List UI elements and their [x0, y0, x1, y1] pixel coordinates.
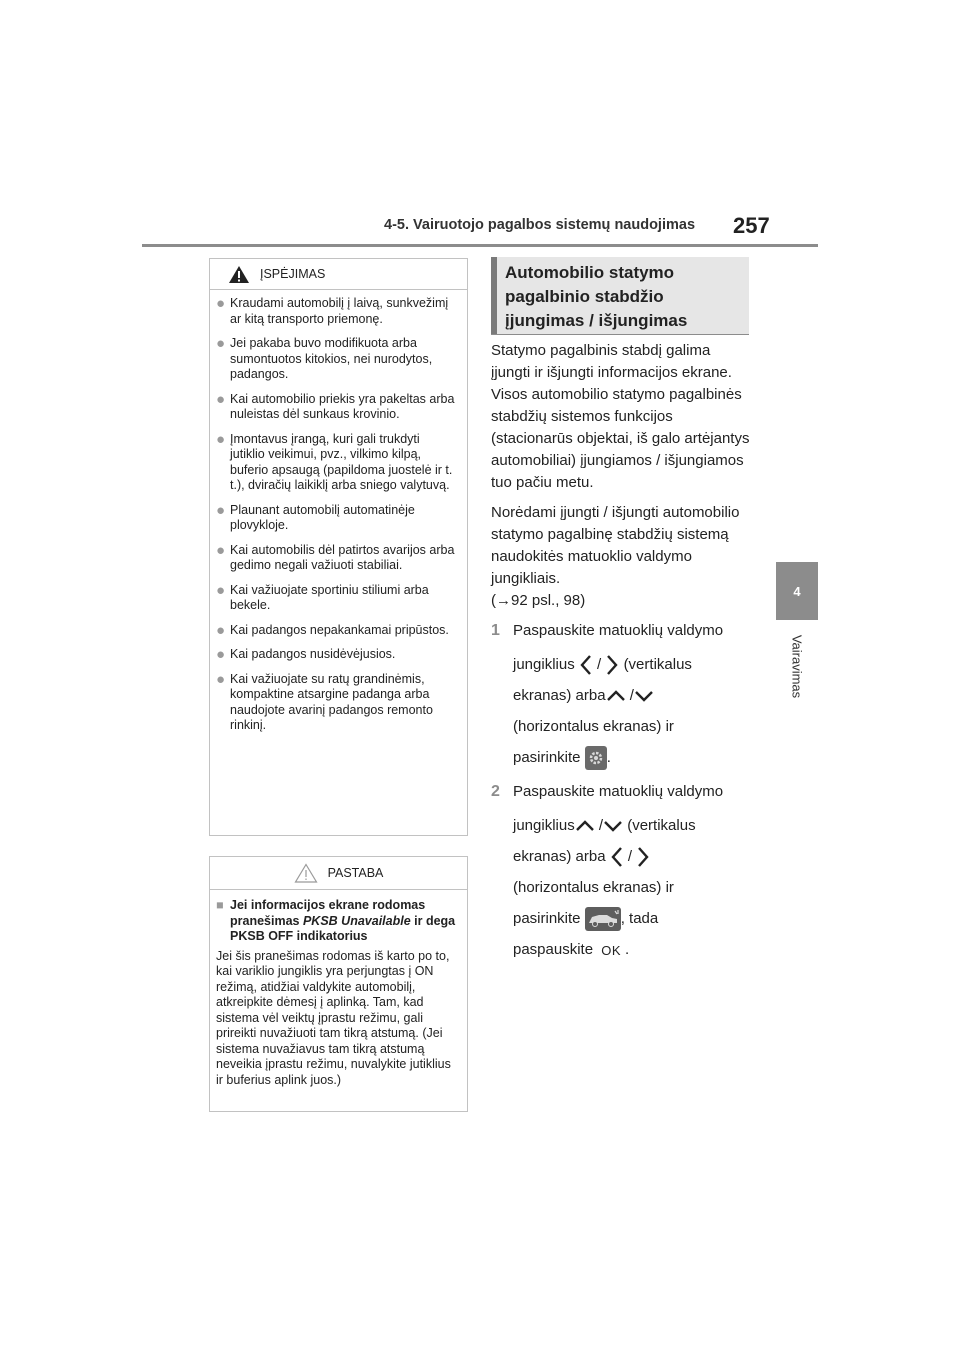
- step-line: [513, 742, 753, 773]
- page-reference: (→92 psl., 98): [491, 592, 586, 609]
- parking-support-car-icon: [585, 907, 621, 931]
- slash-separator: /: [627, 848, 633, 865]
- warning-item: [216, 647, 457, 663]
- header-divider: [142, 244, 818, 247]
- warning-box-header: [210, 259, 467, 290]
- warning-list: [210, 290, 467, 734]
- bullet-icon: ●: [216, 430, 226, 448]
- settings-gear-icon: [585, 746, 607, 770]
- bullet-icon: ●: [216, 501, 226, 519]
- chevron-left-icon: [610, 846, 624, 868]
- bullet-icon: ●: [216, 646, 226, 663]
- chevron-up-icon: [606, 689, 626, 703]
- slash-separator: /: [629, 687, 634, 704]
- step-body: [513, 781, 753, 965]
- bullet-icon: ●: [216, 335, 226, 352]
- step-text: (vertikalus: [623, 656, 692, 673]
- warning-item-text: Kai padangos nusidėvėjusios.: [230, 647, 396, 661]
- warning-item-text: Kai padangos nepakankamai pripūstos.: [230, 622, 449, 637]
- intro-paragraph: Statymo pagalbinis stabdį galima įjungti ir išjungti informacijos ekrane. Visos automobilio statymo pagalbinės stabdžių sistemos funkcijos (stacionarūs objektai, iš galo artėjantys automobiliai) įjungiamos / išjungiamos tuo pačiu metu.: [491, 342, 750, 491]
- step-number: 2: [491, 783, 500, 800]
- slash-separator: /: [597, 656, 602, 673]
- step-line: [513, 841, 753, 872]
- ok-button-icon: OK: [601, 942, 622, 958]
- chevron-down-icon: [634, 689, 654, 703]
- section-heading-line: Automobilio statymo: [505, 263, 675, 282]
- bullet-icon: ●: [216, 670, 226, 688]
- step-text: .: [625, 941, 630, 958]
- step-line: [513, 649, 753, 680]
- section-heading-line: pagalbinio stabdžio: [505, 287, 664, 306]
- chevron-up-icon: [575, 819, 595, 833]
- section-heading-line: įjungimas / išjungimas: [505, 311, 688, 330]
- warning-item: [216, 432, 457, 494]
- step-text: Paspauskite matuoklių valdymo: [513, 622, 724, 639]
- warning-item-text: Kai važiuojate sportiniu stiliumi arba bekele.: [230, 582, 429, 612]
- chevron-right-icon: [636, 846, 650, 868]
- chevron-right-icon: [605, 654, 619, 676]
- section-heading: [491, 257, 749, 335]
- warning-item: [216, 296, 457, 327]
- warning-item-text: Kai važiuojate su ratų grandinėmis, kompaktine atsargine padanga arba naudojote avarinį padangos remonto rinkinį.: [230, 671, 433, 732]
- step-text: pasirinkite: [513, 749, 581, 766]
- instruction-text: Norėdami įjungti / išjungti automobilio statymo pagalbinę stabdžių sistemą naudokitės matuoklio valdymo jungikliais.: [491, 504, 740, 587]
- bullet-icon: ●: [216, 295, 226, 312]
- note-box: [209, 856, 468, 1112]
- warning-item-text: Kraudami automobilį į laivą, sunkvežimį ar kitą transporto priemonę.: [230, 296, 449, 326]
- warning-item: [216, 672, 457, 734]
- chevron-left-icon: [579, 654, 593, 676]
- note-heading-prefix: Jei informacijos ekrane rodomas pranešimas: [230, 898, 426, 928]
- note-body-text: Jei šis pranešimas rodomas iš karto po to, kai variklio jungiklis yra perjungtas į ON režimą, atidžiai valdykite automobilį, atkreipkite dėmesį į aplinką. Tam, kad sistema vėl veiktų įprastu režimu, gali prireikti nuvažiuoti tam tikrą atstumą. (Jei sistema nuvažiavus tam tikrą atstumą neveikia įprastu režimu, nuvalykite jutiklius ir buferius aplink juos.): [216, 948, 451, 1087]
- note-box-header: [210, 857, 467, 890]
- step-text: (horizontalus ekranas) ir: [513, 879, 674, 896]
- warning-item: [216, 543, 457, 574]
- note-heading-message: PKSB Unavailable: [302, 913, 411, 928]
- main-content: [491, 340, 753, 965]
- warning-item-text: Jei pakaba buvo modifikuota arba sumontuotos kitokios, nei nurodytos, padangos.: [230, 336, 433, 381]
- warning-triangle-icon: [228, 265, 250, 284]
- step-text: jungiklius: [513, 817, 575, 834]
- step-text: Paspauskite matuoklių valdymo: [513, 783, 724, 800]
- warning-box-title: ĮSPĖJIMAS: [260, 267, 326, 281]
- step-line: [513, 903, 753, 934]
- instruction-paragraph: [491, 502, 753, 612]
- chapter-title: 4-5. Vairuotojo pagalbos sistemų naudojimas: [384, 217, 696, 233]
- warning-item: [216, 503, 457, 534]
- note-heading-suffix: ir dega PKSB OFF indikatorius: [230, 913, 456, 943]
- warning-item-text: Plaunant automobilį automatinėje plovykloje.: [230, 502, 415, 532]
- square-bullet-icon: ■: [216, 898, 224, 912]
- step-text: paspauskite: [513, 941, 594, 958]
- bullet-icon: ●: [216, 390, 226, 408]
- bullet-icon: ●: [216, 621, 226, 639]
- warning-item: [216, 623, 457, 639]
- step-body: [513, 620, 753, 773]
- caution-triangle-outline-icon: [294, 863, 318, 883]
- step-line: [513, 810, 753, 841]
- chevron-down-icon: [603, 819, 623, 833]
- warning-item: [216, 583, 457, 614]
- bullet-icon: ●: [216, 541, 226, 559]
- bullet-icon: ●: [216, 581, 226, 599]
- step-line: [513, 934, 753, 965]
- step-text: ekranas) arba: [513, 687, 606, 704]
- step-text: jungiklius: [513, 656, 575, 673]
- chapter-tab-number: 4: [793, 583, 801, 599]
- note-heading: [216, 898, 457, 945]
- step-text: (horizontalus ekranas) ir: [513, 718, 674, 735]
- note-heading-text: [230, 898, 457, 945]
- slash-separator: /: [598, 817, 604, 834]
- warning-item: [216, 392, 457, 423]
- warning-item-text: Kai automobilis dėl patirtos avarijos arba gedimo negali važiuoti stabiliai.: [230, 542, 455, 572]
- step-1: [491, 620, 753, 773]
- page-number: 257: [733, 213, 770, 238]
- note-content: [210, 890, 467, 1088]
- step-text: pasirinkite: [513, 910, 581, 927]
- step-line: [513, 680, 753, 711]
- note-box-title: PASTABA: [327, 866, 384, 880]
- step-2: [491, 781, 753, 965]
- warning-box: [209, 258, 468, 836]
- step-text: .: [606, 749, 611, 766]
- chapter-side-label-text: Vairavimas: [789, 634, 805, 699]
- step-text: ekranas) arba: [513, 848, 606, 865]
- step-text: , tada: [620, 910, 659, 927]
- warning-item-text: Kai automobilio priekis yra pakeltas arba nuleistas dėl sunkaus krovinio.: [230, 391, 455, 421]
- step-text: (vertikalus: [627, 817, 696, 834]
- warning-item-text: Įmontavus įrangą, kuri gali trukdyti jutiklio veikimui, pvz., vilkimo kilpą, buferio apsaugą (papildoma juostelė ir t. t.), dviračių laikiklį arba sniego valytuvą.: [230, 431, 453, 492]
- step-number: 1: [491, 622, 500, 639]
- warning-item: [216, 336, 457, 383]
